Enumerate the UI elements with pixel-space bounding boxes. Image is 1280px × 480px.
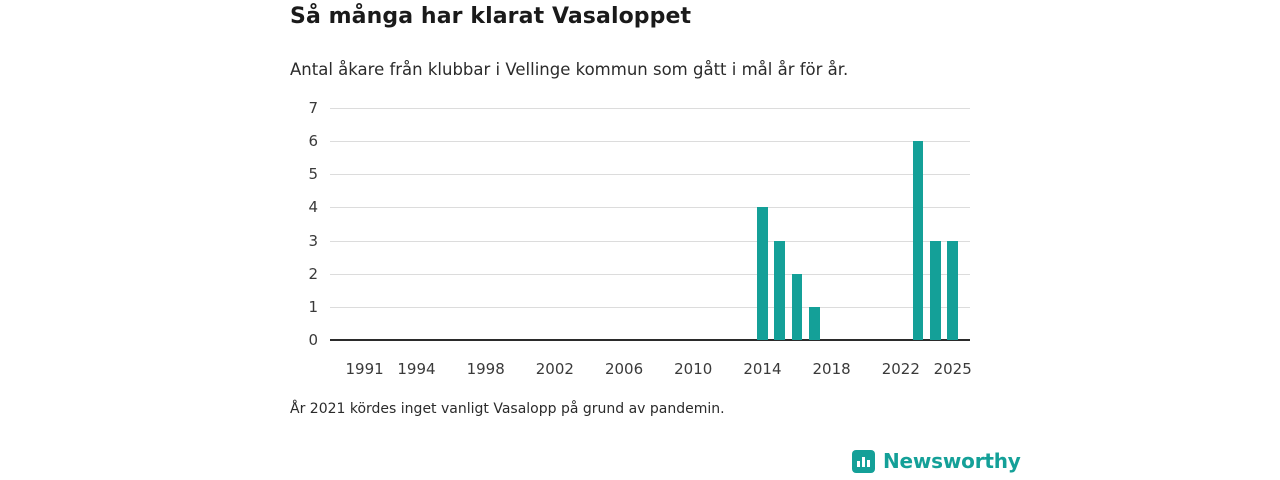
bar[interactable]	[792, 274, 803, 340]
gridline	[330, 274, 970, 275]
y-axis-tick-label: 2	[308, 264, 318, 283]
x-axis-tick-label: 2006	[604, 360, 644, 378]
gridline	[330, 141, 970, 142]
y-axis-tick-label: 7	[308, 99, 318, 117]
x-axis-tick-label: 1998	[466, 360, 505, 378]
gridline	[330, 108, 970, 109]
bar[interactable]	[947, 241, 958, 340]
brand-name: Newsworthy	[883, 449, 1021, 473]
plot-area	[308, 99, 972, 378]
page-title: Så många har klarat Vasaloppet	[290, 4, 692, 29]
y-axis-tick-label: 0	[308, 331, 318, 349]
gridline	[330, 207, 970, 208]
y-axis-tick-label: 4	[308, 198, 318, 217]
x-axis-tick-label: 2002	[535, 360, 574, 378]
y-axis-tick-label: 6	[308, 132, 318, 151]
x-axis-tick-label: 1994	[397, 360, 436, 378]
x-axis-line	[330, 339, 970, 341]
bar[interactable]	[930, 241, 941, 340]
bar[interactable]	[757, 207, 768, 340]
bar[interactable]	[809, 307, 820, 340]
y-axis-tick-label: 3	[308, 231, 318, 250]
bar-chart-icon	[852, 450, 875, 473]
x-axis-tick-label: 2022	[881, 360, 920, 378]
x-axis-tick-label: 2014	[743, 360, 782, 378]
gridline	[330, 174, 970, 175]
x-axis-tick-label: 2010	[674, 360, 713, 378]
bar-chart	[290, 99, 972, 378]
bar[interactable]	[913, 141, 924, 340]
newsworthy-logo[interactable]	[852, 449, 1021, 473]
gridline	[330, 241, 970, 242]
x-axis-tick-label: 2018	[812, 360, 851, 378]
page-subtitle: Antal åkare från klubbar i Vellinge kommun som gått i mål år för år.	[290, 60, 849, 79]
y-axis-tick-label: 5	[308, 165, 318, 184]
bar[interactable]	[774, 241, 785, 340]
x-axis-tick-label: 2025	[933, 360, 972, 378]
x-axis-tick-label: 1991	[345, 360, 384, 378]
chart-footnote: År 2021 kördes inget vanligt Vasalopp på grund av pandemin.	[290, 401, 725, 417]
y-axis-tick-label: 1	[308, 297, 318, 316]
gridline	[330, 307, 970, 308]
